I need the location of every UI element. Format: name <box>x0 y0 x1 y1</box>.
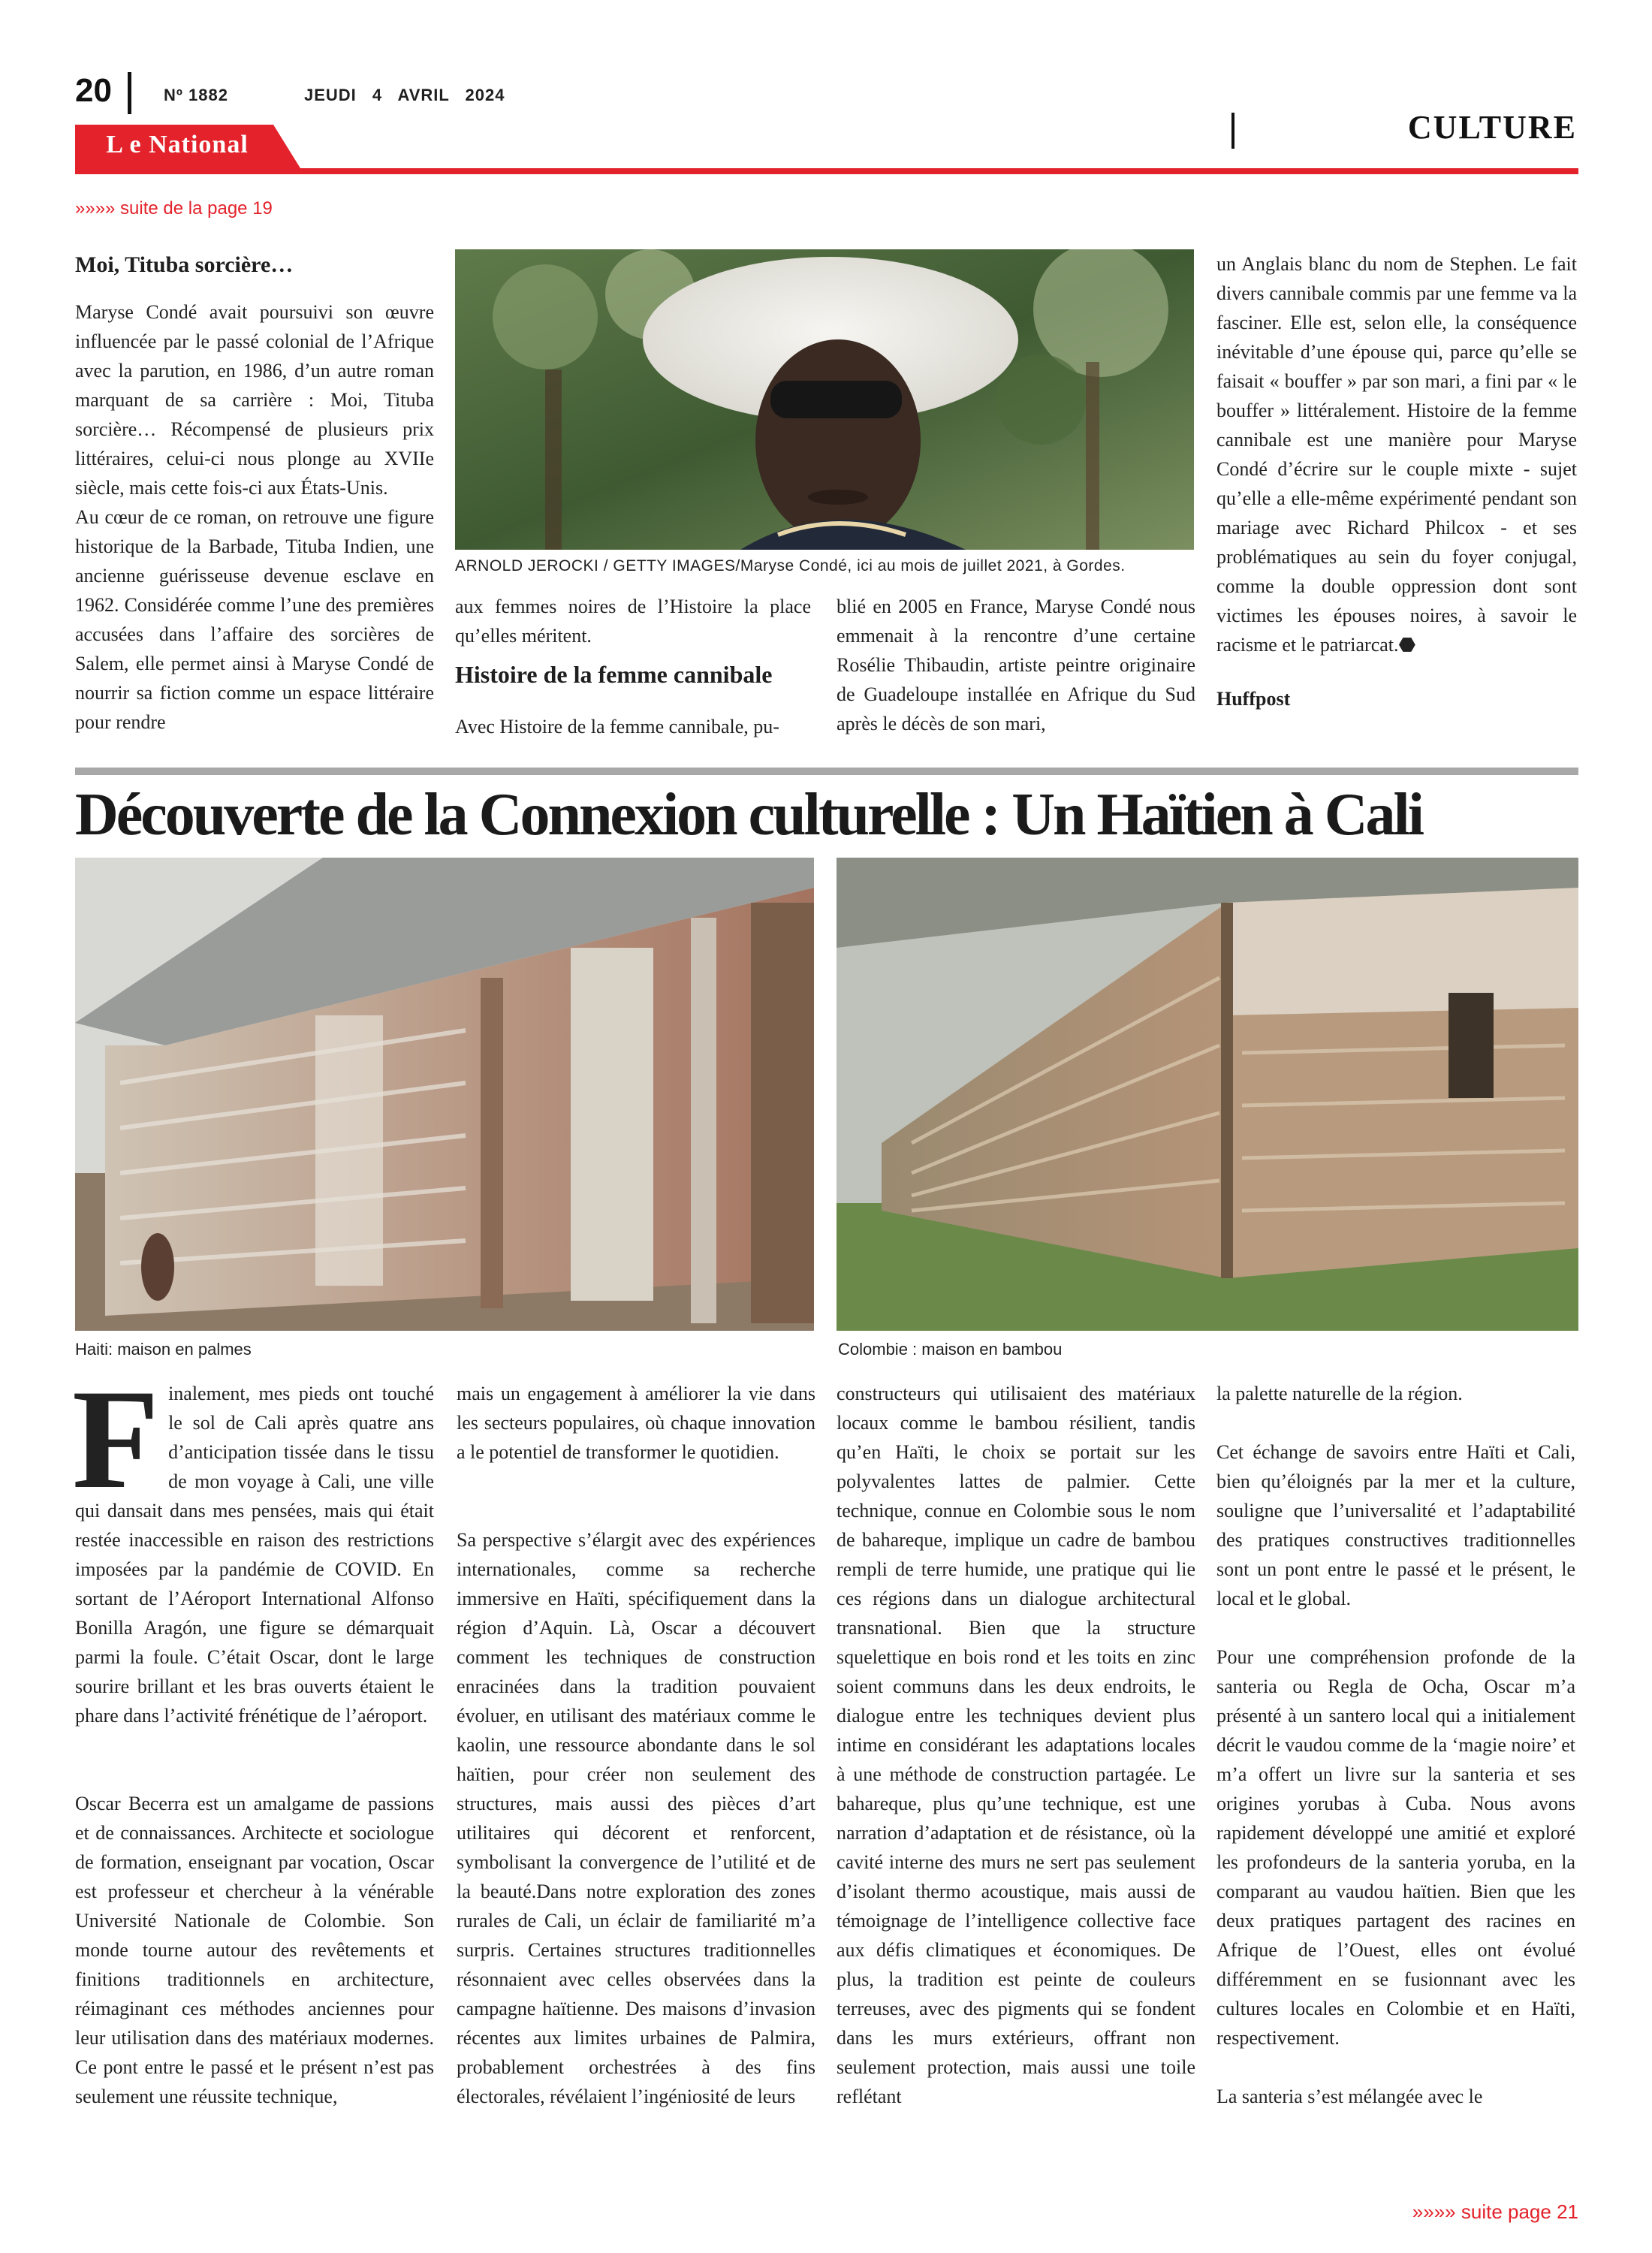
main-column-3 <box>837 1379 1195 2111</box>
paragraph: Avec Histoire de la femme cannibale, pu- <box>455 716 779 737</box>
paragraph <box>72 1361 434 1730</box>
section-divider <box>1231 113 1234 149</box>
main-column-2 <box>457 1379 815 2111</box>
photo-caption-right: Colombie : maison en bambou <box>838 1340 1063 1359</box>
paragraph: Au cœur de ce roman, on retrouve une figure historique de la Barbade, Tituba Indien, une ancienne guérisseuse devenue esclave en 1962. Considérée comme l’une des premières accusées dans l’affaire des sorcières de Salem, elle permet ainsi à Maryse Condé de nourrir sa fiction comme un espace littéraire pour rendre <box>75 506 434 733</box>
paragraph <box>1216 249 1577 659</box>
paragraph: La santeria s’est mélangée avec le <box>1216 2086 1483 2107</box>
photo-caption: ARNOLD JEROCKI / GETTY IMAGES/Maryse Condé, ici au mois de juillet 2021, à Gordes. <box>455 557 1126 575</box>
headline: Découverte de la Connexion culturelle : Un Haïtien à Cali <box>75 782 1422 848</box>
main-column-1 <box>72 1361 434 2111</box>
paragraph: Sa perspective s’élargit avec des expériences internationales, comme sa recherche immersive en Haïti, spécifiquement dans la région d’Aquin. Là, Oscar a découvert comment les techniques de construction enracinées dans la tradition pouvaient évoluer, en utilisant des matériaux comme le kaolin, une ressource abondante dans le sol haïtien, pour créer non seulement des structures, mais aussi des pièces d’art utilitaires qui décorent et renforcent, symbolisant la convergence de l’utilité et de la beauté.Dans notre exploration des zones rurales de Cali, un éclair de familiarité m’a surpris. Certaines structures traditionnelles résonnaient avec celles observées dans la campagne haïtienne. Des maisons d’invasion récentes aux limites urbaines de Palmira, probablement orchestrées à des fins électorales, révélaient l’ingéniosité de leurs <box>457 1529 815 2107</box>
colombia-house-photo <box>837 858 1578 1331</box>
header-rule <box>75 168 1578 174</box>
paragraph: Oscar Becerra est un amalgame de passions et de connaissances. Architecte et sociologue de formation, enseignant par vocation, Oscar est professeur et chercheur à la vénérable Université Nationale de Colombie. Son monde tourne autour des revêtements et finitions traditionnels en architecture, réimaginant ces méthodes anciennes pour leur utilisation dans des matériaux modernes. Ce pont entre le passé et le présent n’est pas seulement une réussite technique, <box>75 1793 434 2107</box>
paragraph-text: inalement, mes pieds ont touché le sol de Cali après quatre ans d’anticipation tissée dans le tissu de mon voyage à Cali, une ville qui dansait dans mes pensées, mais qui était restée inaccessible en raison des restrictions imposées par la pandémie de COVID. En sortant de l’Aéroport International Alfonso Bonilla Aragón, une figure se démarquait parmi la foule. C’était Oscar, dont le large sourire brillant et les bras ouverts étaient le phare dans l’activité frénétique de l’aéroport. <box>75 1383 434 1727</box>
end-mark-icon: ⬣ <box>1398 634 1416 656</box>
continued-to-link[interactable]: »»»» suite page 21 <box>1412 2200 1578 2223</box>
paragraph: mais un engagement à améliorer la vie dans les secteurs populaires, où chaque innovation a le potentiel de transformer le quotidien. <box>457 1383 815 1463</box>
paragraph: blié en 2005 en France, Maryse Condé nous emmenait à la rencontre d’une certaine Rosélie Thibaudin, artiste peintre originaire de Guadeloupe installée en Afrique du Sud après le décès de son mari, <box>837 596 1195 734</box>
article-subheading: Histoire de la femme cannibale <box>455 661 773 688</box>
paragraph: Maryse Condé avait poursuivi son œuvre influencée par le passé colonial de l’Afrique avec la parution, en 1986, d’un autre roman marquant de sa carrière : Moi, Tituba sorcière… Récompensé de plusieurs prix littéraires, celui-ci nous plonge au XVIIe siècle, mais cette fois-ci aux États-Unis. <box>75 301 434 499</box>
section-title: CULTURE <box>1407 109 1577 146</box>
page-number-divider <box>128 72 131 114</box>
paragraph: aux femmes noires de l’Histoire la place qu’elles méritent. <box>455 596 811 647</box>
page-number: 20 <box>75 72 112 109</box>
paragraph: Cet échange de savoirs entre Haïti et Cali, bien qu’éloignés par la mer et la culture, souligne que l’universalité et l’adaptabilité des pratiques constructives traditionnelles sont un pont entre le passé et le présent, le local et le global. <box>1216 1441 1575 1609</box>
haiti-house-photo <box>75 858 814 1331</box>
paragraph: constructeurs qui utilisaient des matériaux locaux comme le bambou résilient, tandis qu’en Haïti, le choix se portait sur les polyvalentes lattes de palmier. Cette technique, connue en Colombie sous le nom de bahareque, implique un cadre de bambou rempli de terre humide, une pratique qui lie ces régions dans un dialogue architectural transnational. Bien que la structure squelettique en bois rond et les toits en zinc soient communs dans les deux endroits, le dialogue entre les techniques devient plus intime en considérant les adaptations locales à une méthode de construction partagée. Le bahareque, plus qu’une technique, est une narration d’adaptation et de résistance, où la cavité interne des murs ne sert pas seulement d’isolant thermo acoustique, mais aussi de témoignage de l’intelligence collective face aux défis climatiques et économiques. De plus, la tradition est peinte de couleurs terreuses, avec des pigments qui se fondent dans les murs extérieurs, offrant non seulement protection, mais aussi une toile reflétant <box>837 1383 1195 2107</box>
article-source: Huffpost <box>1216 688 1291 710</box>
article-column-2 <box>455 592 811 650</box>
paragraph: la palette naturelle de la région. <box>1216 1383 1463 1404</box>
drop-cap: F <box>72 1361 160 1519</box>
paragraph-text: un Anglais blanc du nom de Stephen. Le fait divers cannibale commis par une femme va la fasciner. Elle est, selon elle, la conséquence inévitable d’une épouse qui, parce qu’elle se faisait « bouffer » par son mari, a fini par « le bouffer » littéralement. Histoire de la femme cannibale est une manière pour Maryse Condé d’écrire sur le couple mixte - sujet qu’elle a elle-même expérimenté pendant son mariage avec Richard Philcox - et ses problématiques au sein du foyer conjugal, comme la double oppression dont sont victimes les épouses noires, à savoir le racisme et le patriarcat. <box>1216 253 1577 656</box>
article-column-2-bottom <box>455 712 811 741</box>
issue-date: JEUDI 4 AVRIL 2024 <box>304 86 505 104</box>
paragraph: Pour une compréhension profonde de la santeria ou Regla de Ocha, Oscar m’a présenté à un santero local qui a initialement décrit le vaudou comme de la ‘magie noire’ et m’a offert un livre sur la santeria et ses origines yorubas à Cuba. Nous avons rapidement développé une amitié et exploré les profondeurs de la santeria yoruba, en la comparant au vaudou haïtien. Bien que les deux pratiques partagent des racines en Afrique de l’Ouest, elles ont évolué différemment en se fusionnant avec les cultures locales en Colombie et en Haïti, respectivement. <box>1216 1646 1575 2049</box>
issue-number: Nº 1882 <box>164 86 228 104</box>
section-rule <box>75 768 1578 775</box>
article-title: Moi, Tituba sorcière… <box>75 252 294 277</box>
brand-logo: L e National <box>106 131 249 158</box>
portrait-photo <box>455 249 1194 550</box>
article-column-4 <box>1216 249 1577 659</box>
continued-from-link[interactable]: »»»» suite de la page 19 <box>75 198 273 219</box>
photo-caption-left: Haiti: maison en palmes <box>75 1340 252 1359</box>
main-column-4 <box>1216 1379 1575 2111</box>
article-column-1 <box>75 297 434 737</box>
article-column-3 <box>837 592 1195 738</box>
